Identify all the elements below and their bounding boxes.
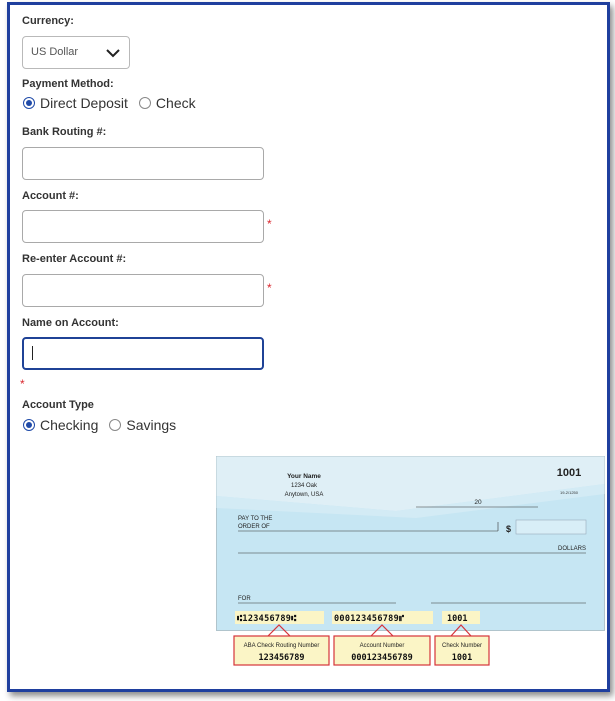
name-on-account-label: Name on Account: xyxy=(22,317,119,329)
form-panel xyxy=(7,2,610,692)
currency-select-value: US Dollar xyxy=(31,46,79,58)
account-callout-title: Account Number xyxy=(359,643,405,649)
micr-check-number: 1001 xyxy=(447,614,468,624)
chevron-down-icon xyxy=(105,45,121,61)
check-diagram xyxy=(216,456,605,670)
check-address1: 1234 Oak xyxy=(290,483,318,489)
account-label: Account #: xyxy=(22,190,79,202)
name-on-account-input[interactable] xyxy=(22,337,264,370)
routing-callout-value: 123456789 xyxy=(258,653,305,663)
name-required-marker: * xyxy=(20,377,25,391)
direct-deposit-radio[interactable] xyxy=(23,97,35,109)
check-address2: Anytown, USA xyxy=(284,492,324,498)
micr-routing: ⑆123456789⑆ xyxy=(237,614,297,624)
check-number-callout-title: Check Number xyxy=(441,643,483,649)
savings-radio[interactable] xyxy=(109,419,121,431)
check-pay-to-1: PAY TO THE xyxy=(238,516,273,522)
payment-method-label: Payment Method: xyxy=(22,78,114,90)
reenter-account-input[interactable] xyxy=(22,274,264,307)
check-pay-to-2: ORDER OF xyxy=(238,524,270,530)
check-fraction: 19-2/1250 xyxy=(559,490,579,495)
routing-callout-title: ABA Check Routing Number xyxy=(243,643,320,649)
check-for: FOR xyxy=(238,596,251,602)
account-input[interactable] xyxy=(22,210,264,243)
account-callout-value: 000123456789 xyxy=(351,653,413,663)
check-number-callout-value: 1001 xyxy=(451,653,473,663)
checking-radio[interactable] xyxy=(23,419,35,431)
account-type-savings-option[interactable] xyxy=(109,417,176,433)
account-type-group xyxy=(23,417,187,433)
check-dollar-sign: $ xyxy=(506,524,512,534)
routing-label: Bank Routing #: xyxy=(22,126,107,138)
reenter-required-marker: * xyxy=(267,281,272,295)
account-type-checking-option[interactable] xyxy=(23,417,98,433)
account-type-label: Account Type xyxy=(22,399,94,411)
payment-direct-deposit-option[interactable] xyxy=(23,95,128,111)
reenter-account-label: Re-enter Account #: xyxy=(22,253,127,265)
micr-account: 000123456789⑈ xyxy=(334,614,405,624)
currency-select[interactable] xyxy=(22,36,130,69)
savings-label: Savings xyxy=(126,417,177,433)
currency-label: Currency: xyxy=(22,15,74,27)
checking-label: Checking xyxy=(40,417,99,433)
text-caret xyxy=(32,346,33,360)
check-radio[interactable] xyxy=(139,97,151,109)
account-required-marker: * xyxy=(267,217,272,231)
check-number-top: 1001 xyxy=(556,467,582,479)
check-label: Check xyxy=(155,95,196,111)
check-dollars: DOLLARS xyxy=(557,546,586,552)
payment-check-option[interactable] xyxy=(139,95,196,111)
payment-method-group xyxy=(23,95,207,111)
check-name: Your Name xyxy=(287,473,321,480)
check-date-year: 20 xyxy=(474,499,482,506)
direct-deposit-label: Direct Deposit xyxy=(40,95,128,111)
routing-input[interactable] xyxy=(22,147,264,180)
amount-box xyxy=(516,520,586,534)
